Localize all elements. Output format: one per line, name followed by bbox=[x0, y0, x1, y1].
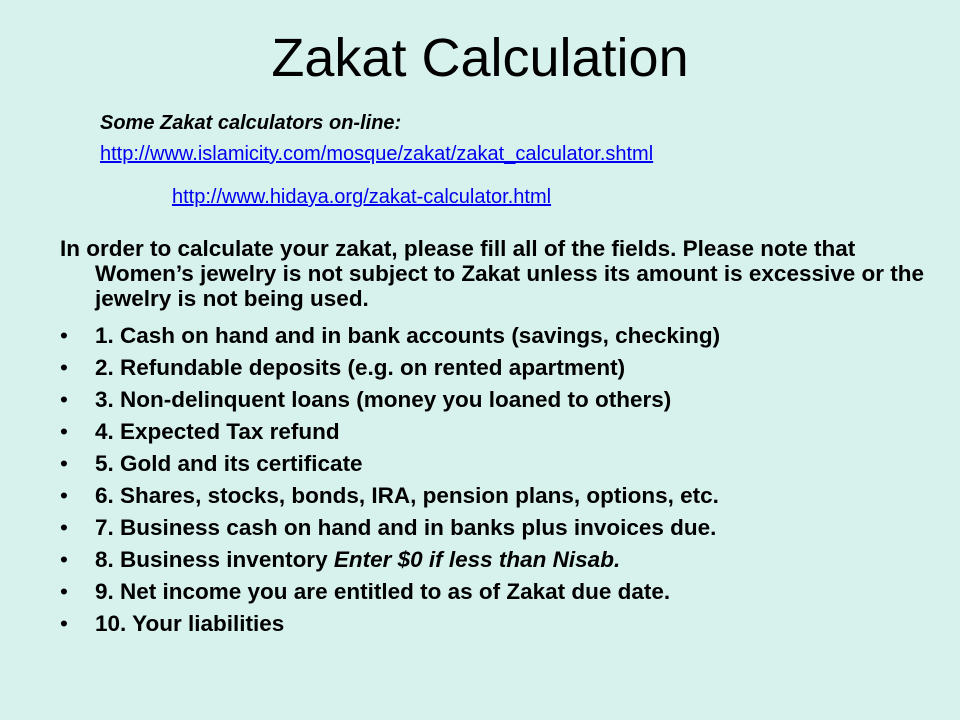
hidaya-calculator-link[interactable]: http://www.hidaya.org/zakat-calculator.html bbox=[172, 186, 552, 208]
list-item-label: 9. Net income you are entitled to as of Zakat due date. bbox=[95, 579, 671, 604]
list-item-label: 10. Your liabilities bbox=[95, 611, 285, 636]
list-item bbox=[60, 544, 920, 576]
bullet-icon: • bbox=[60, 419, 68, 444]
list-item-label: 2. Refundable deposits (e.g. on rented apartment) bbox=[95, 355, 626, 380]
list-item-text bbox=[95, 576, 670, 608]
list-item-label: 7. Business cash on hand and in banks plus invoices due. bbox=[95, 515, 717, 540]
list-item bbox=[60, 480, 920, 512]
list-item bbox=[60, 512, 920, 544]
list-item bbox=[60, 352, 920, 384]
list-item-text bbox=[95, 320, 720, 352]
list-item-text bbox=[95, 448, 363, 480]
bullet-icon: • bbox=[60, 547, 68, 572]
bullet-icon: • bbox=[60, 355, 68, 380]
calculators-subtitle: Some Zakat calculators on-line: bbox=[100, 112, 402, 134]
list-item bbox=[60, 448, 920, 480]
list-item bbox=[60, 384, 920, 416]
bullet-icon: • bbox=[60, 515, 68, 540]
list-item bbox=[60, 320, 920, 352]
list-item-text bbox=[95, 352, 625, 384]
zakat-fields-list bbox=[60, 320, 920, 640]
list-item-text bbox=[95, 480, 719, 512]
list-item-text bbox=[95, 512, 716, 544]
list-item bbox=[60, 608, 920, 640]
list-item-label: 5. Gold and its certificate bbox=[95, 451, 363, 476]
list-item-label: 4. Expected Tax refund bbox=[95, 419, 340, 444]
list-item-label: 8. Business inventory bbox=[95, 547, 334, 572]
list-item-text bbox=[95, 544, 620, 576]
bullet-icon: • bbox=[60, 611, 68, 636]
list-item-text bbox=[95, 384, 671, 416]
list-item bbox=[60, 576, 920, 608]
bullet-icon: • bbox=[60, 579, 68, 604]
list-item bbox=[60, 416, 920, 448]
list-item-label: 3. Non-delinquent loans (money you loaned to others) bbox=[95, 387, 672, 412]
bullet-icon: • bbox=[60, 387, 68, 412]
bullet-icon: • bbox=[60, 323, 68, 348]
nisab-note: Enter $0 if less than Nisab. bbox=[333, 547, 621, 572]
list-item-label: 1. Cash on hand and in bank accounts (savings, checking) bbox=[95, 323, 721, 348]
list-item-text bbox=[95, 416, 340, 448]
intro-paragraph: In order to calculate your zakat, please fill all of the fields. Please note that Women’s jewelry is not subject to Zakat unless its amount is excessive or the jewelry is not being used. bbox=[60, 236, 925, 311]
bullet-icon: • bbox=[60, 451, 68, 476]
islamicity-calculator-link[interactable]: http://www.islamicity.com/mosque/zakat/zakat_calculator.shtml bbox=[100, 143, 654, 165]
list-item-text bbox=[95, 608, 284, 640]
bullet-icon: • bbox=[60, 483, 68, 508]
slide-title: Zakat Calculation bbox=[271, 28, 689, 88]
list-item-label: 6. Shares, stocks, bonds, IRA, pension plans, options, etc. bbox=[95, 483, 719, 508]
